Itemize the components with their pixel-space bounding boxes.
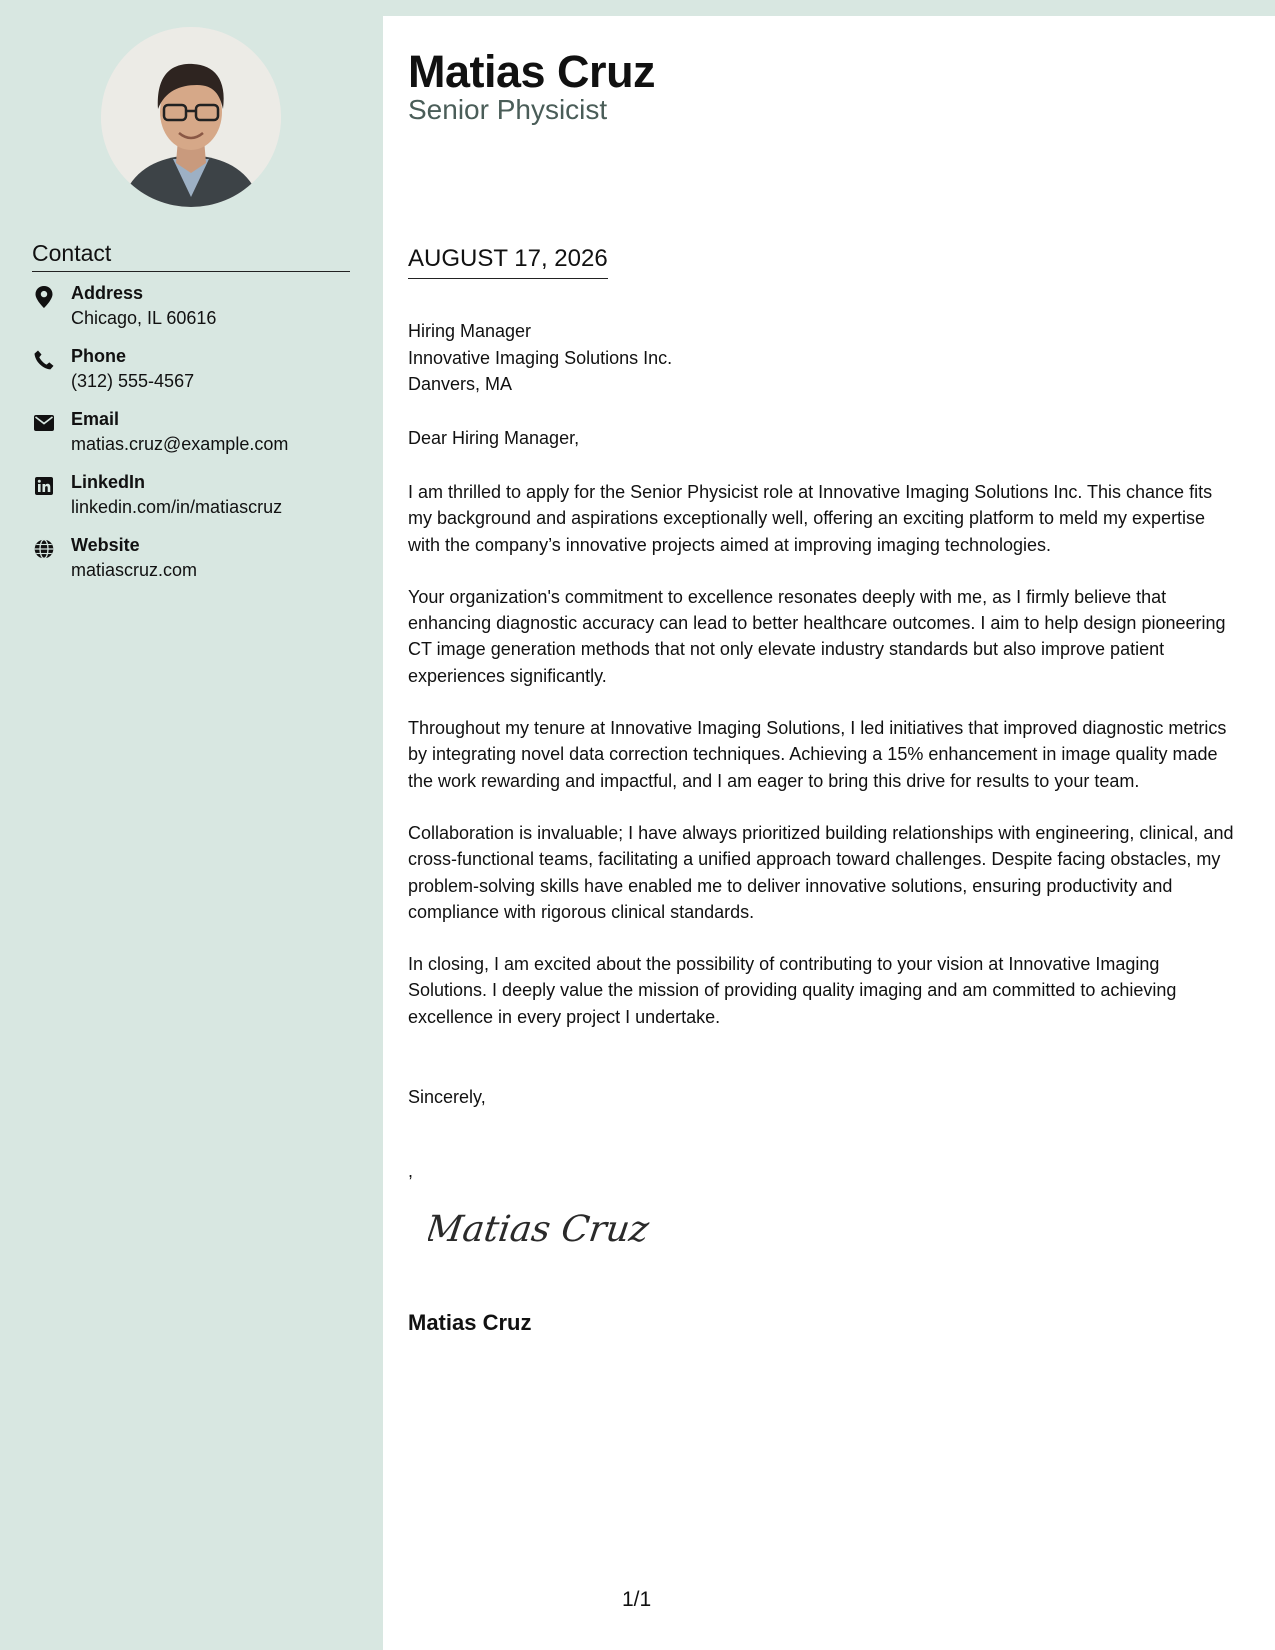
closing: Sincerely, [408,1087,486,1107]
contact-label: Phone [71,346,127,366]
globe-icon [32,537,56,561]
salutation: Dear Hiring Manager, [408,428,580,448]
applicant-name: Matias Cruz [408,46,656,97]
phone-icon [32,348,56,372]
map-pin-icon [32,285,56,309]
svg-text:Matias Cruz: Matias Cruz [428,1207,652,1250]
contact-label: LinkedIn [71,472,146,492]
contact-value: (312) 555-4567 [71,371,195,391]
signed-name: Matias Cruz [408,1310,532,1335]
contact-value: matiascruz.com [71,560,198,580]
recipient-line: Danvers, MA [408,374,513,394]
contact-label: Website [71,535,140,555]
contact-list [32,283,362,598]
sidebar [0,0,383,1650]
signature-image [428,1201,658,1261]
body-paragraph: In closing, I am excited about the possibility of contributing to your vision at Innovative Imaging Solutions. I deeply value the mission of providing quality imaging and am committed to achieving excellence in every project I undertake. [408,954,1177,1027]
contact-item-address [32,283,362,346]
linkedin-icon [32,474,56,498]
body-paragraph: Collaboration is invaluable; I have always prioritized building relationships with engineering, clinical, and cross-functional teams, facilitating a unified approach toward challenges. Despite facing obstacles, my problem-solving skills have enabled me to deliver innovative solutions, ensuring productivity and compliance with rigorous clinical standards. [408,822,1234,922]
contact-item-linkedin [32,472,362,535]
contact-label: Email [71,409,120,429]
letter-date: AUGUST 17, 2026 [408,245,608,279]
avatar [101,27,281,207]
recipient-line: Hiring Manager [408,321,532,341]
contact-value: linkedin.com/in/matiascruz [71,497,283,517]
handwritten-signature [428,1201,658,1256]
profile-photo [101,27,281,207]
envelope-icon [32,411,56,435]
contact-value: matias.cruz@example.com [71,434,289,454]
contact-item-website [32,535,362,598]
body-paragraph: Throughout my tenure at Innovative Imaging Solutions, I led initiatives that improved diagnostic metrics by integrating novel data correction techniques. Achieving a 15% enhancement in image quality made the work rewarding and impactful, and I am eager to bring this drive for results to your team. [408,718,1227,791]
contact-value: Chicago, IL 60616 [71,308,217,328]
letter-body [408,479,1240,1056]
letter-page [383,16,1275,1650]
contact-item-email [32,409,362,472]
recipient-block [408,318,672,398]
recipient-line: Innovative Imaging Solutions Inc. [408,347,673,368]
body-paragraph: I am thrilled to apply for the Senior Physicist role at Innovative Imaging Solutions Inc. This chance fits my background and aspirations exceptionally well, offering an exciting platform to meld my expertise with the company’s innovative projects aimed at improving imaging technologies. [408,482,1213,555]
page-number: 1/1 [622,1588,652,1611]
contact-label: Address [71,283,144,303]
contact-item-phone [32,346,362,409]
applicant-title: Senior Physicist [408,94,608,125]
body-paragraph: Your organization's commitment to excellence resonates deeply with me, as I firmly believe that enhancing diagnostic accuracy can lead to better healthcare outcomes. I aim to help design pioneering CT image generation methods that not only elevate industry standards but also improve patient experiences significantly. [408,586,1226,686]
contact-heading: Contact [32,240,350,272]
closing-comma: , [408,1161,414,1181]
